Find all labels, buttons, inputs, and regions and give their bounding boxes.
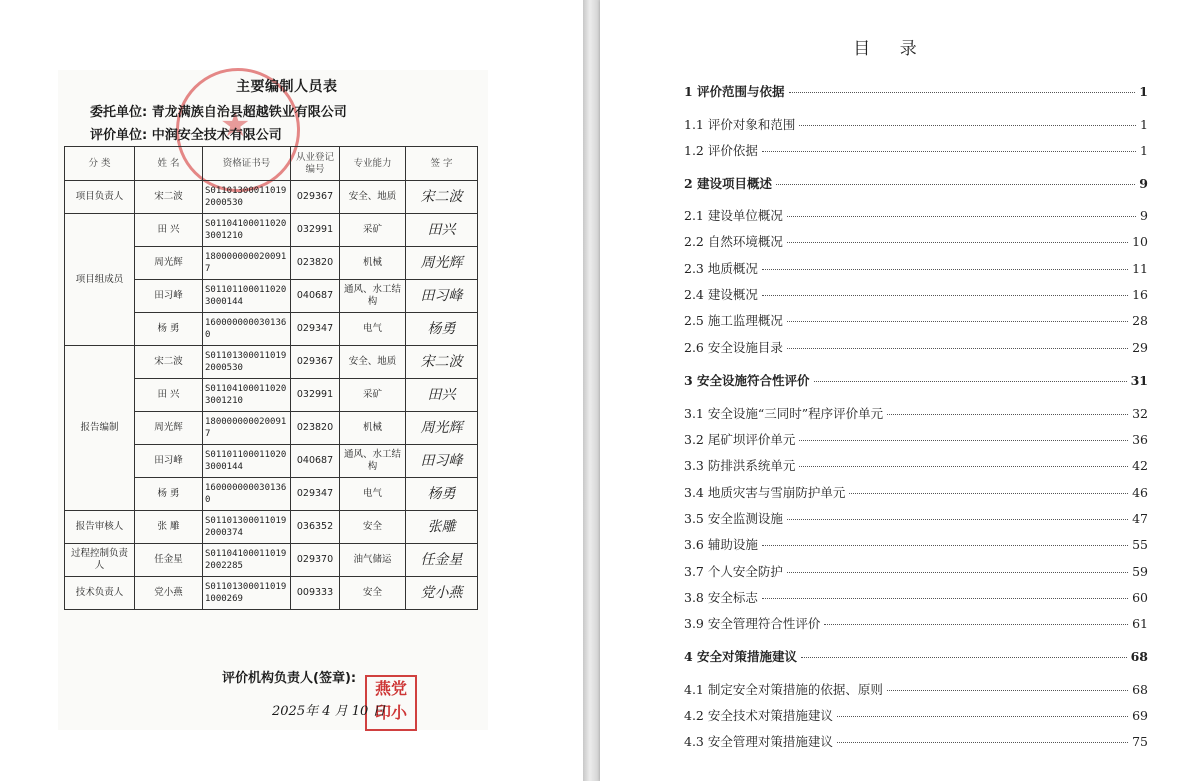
toc-section-entry[interactable] — [684, 483, 1148, 501]
cert-cell: S011013000110192000530 — [203, 181, 291, 214]
toc-entry-label: 1.2 评价依据 — [684, 143, 758, 158]
evaluator-value: 中润安全技术有限公司 — [151, 128, 282, 143]
table-row — [65, 544, 478, 577]
toc-entry-label: 1.1 评价对象和范围 — [684, 117, 796, 132]
toc-dot-leader — [787, 348, 1128, 349]
toc-dot-leader — [762, 598, 1128, 599]
category-cell: 项目组成员 — [65, 214, 135, 346]
col-header-category: 分 类 — [65, 147, 135, 181]
skill-cell: 安全 — [340, 511, 406, 544]
toc-entry-page: 55 — [1132, 537, 1148, 552]
toc-entry-page: 1 — [1140, 143, 1148, 158]
skill-cell: 油气储运 — [340, 544, 406, 577]
signature-cell: 周光辉 — [406, 247, 478, 280]
signature-cell: 田兴 — [406, 379, 478, 412]
toc-entry-page: 9 — [1139, 176, 1148, 191]
toc-dot-leader — [824, 624, 1128, 625]
toc-dot-leader — [787, 242, 1128, 243]
toc-entry-label: 3.4 地质灾害与雪崩防护单元 — [684, 485, 846, 500]
signature-cell: 宋二波 — [406, 181, 478, 214]
skill-cell: 机械 — [340, 247, 406, 280]
registration-cell: 023820 — [291, 247, 340, 280]
col-header-name: 姓 名 — [135, 147, 203, 181]
toc-dot-leader — [787, 572, 1128, 573]
toc-section-entry[interactable] — [684, 706, 1148, 724]
category-cell: 报告审核人 — [65, 511, 135, 544]
name-cell: 周光辉 — [135, 247, 203, 280]
toc-dot-leader — [799, 466, 1128, 467]
staff-table-title: 主要编制人员表 — [236, 79, 338, 95]
toc-title: 目 录 — [853, 39, 929, 59]
cert-cell: S011013000110192000530 — [203, 346, 291, 379]
signature-cell: 张雕 — [406, 511, 478, 544]
toc-chapter-entry[interactable] — [684, 82, 1148, 100]
name-cell: 田习峰 — [135, 445, 203, 478]
toc-chapter-entry[interactable] — [684, 647, 1148, 665]
toc-dot-leader — [787, 321, 1128, 322]
toc-entry-page: 29 — [1132, 340, 1148, 355]
category-cell: 报告编制 — [65, 346, 135, 511]
toc-entry-page: 32 — [1132, 406, 1148, 421]
signature-cell: 田习峰 — [406, 280, 478, 313]
signing-date: 2025年 4 月 10 日 — [272, 704, 386, 719]
cert-cell: 1800000000200917 — [203, 412, 291, 445]
registration-cell: 029347 — [291, 478, 340, 511]
toc-entry-label: 3.6 辅助设施 — [684, 537, 758, 552]
skill-cell: 采矿 — [340, 379, 406, 412]
toc-entry-page: 69 — [1132, 708, 1148, 723]
staff-list-page — [0, 0, 583, 781]
toc-entry-page: 61 — [1132, 616, 1148, 631]
registration-cell: 029367 — [291, 181, 340, 214]
cert-cell: S011011000110203000144 — [203, 445, 291, 478]
col-header-skill: 专业能力 — [340, 147, 406, 181]
toc-entry-label: 2.5 施工监理概况 — [684, 313, 783, 328]
toc-entry-page: 1 — [1139, 84, 1148, 99]
toc-entry-page: 59 — [1132, 564, 1148, 579]
registration-cell: 023820 — [291, 412, 340, 445]
name-cell: 宋二波 — [135, 346, 203, 379]
skill-cell: 安全、地质 — [340, 181, 406, 214]
toc-section-entry[interactable] — [684, 232, 1148, 250]
toc-entry-page: 11 — [1132, 261, 1148, 276]
toc-section-entry[interactable] — [684, 141, 1148, 159]
toc-section-entry[interactable] — [684, 562, 1148, 580]
toc-chapter-entry[interactable] — [684, 174, 1148, 192]
name-cell: 杨 勇 — [135, 313, 203, 346]
toc-section-entry[interactable] — [684, 535, 1148, 553]
toc-entry-label: 2.3 地质概况 — [684, 261, 758, 276]
evaluator-label: 评价单位: — [90, 128, 148, 143]
toc-dot-leader — [799, 125, 1136, 126]
registration-cell: 036352 — [291, 511, 340, 544]
toc-dot-leader — [837, 716, 1128, 717]
signature-cell: 田兴 — [406, 214, 478, 247]
signature-cell: 杨勇 — [406, 478, 478, 511]
seal-text-line: 燕党 — [374, 679, 407, 698]
toc-entry-page: 42 — [1132, 458, 1148, 473]
registration-cell: 040687 — [291, 445, 340, 478]
table-row — [65, 511, 478, 544]
seal-text-line: 印小 — [374, 703, 407, 722]
signature-cell: 任金星 — [406, 544, 478, 577]
toc-entry-label: 3.9 安全管理符合性评价 — [684, 616, 821, 631]
cert-cell: S011041000110203001210 — [203, 379, 291, 412]
cert-cell: S011041000110192002285 — [203, 544, 291, 577]
cert-cell: S011041000110203001210 — [203, 214, 291, 247]
cert-cell: S011013000110192000374 — [203, 511, 291, 544]
toc-dot-leader — [789, 92, 1136, 93]
toc-entry-page: 10 — [1132, 234, 1148, 249]
toc-entry-label: 2.2 自然环境概况 — [684, 234, 783, 249]
toc-entry-label: 3.5 安全监测设施 — [684, 511, 783, 526]
toc-entry-label: 4.1 制定安全对策措施的依据、原则 — [684, 682, 883, 697]
toc-entry-page: 60 — [1132, 590, 1148, 605]
toc-entry-label: 2.4 建设概况 — [684, 287, 758, 302]
toc-dot-leader — [814, 381, 1127, 382]
registration-cell: 029367 — [291, 346, 340, 379]
toc-section-entry[interactable] — [684, 311, 1148, 329]
skill-cell: 安全 — [340, 577, 406, 610]
signature-cell: 党小燕 — [406, 577, 478, 610]
client-line — [90, 101, 347, 120]
toc-entry-label: 3 安全设施符合性评价 — [684, 373, 810, 388]
toc-section-entry[interactable] — [684, 285, 1148, 303]
toc-section-entry[interactable] — [684, 680, 1148, 698]
toc-entry-label: 4.3 安全管理对策措施建议 — [684, 734, 833, 749]
skill-cell: 电气 — [340, 313, 406, 346]
toc-dot-leader — [776, 184, 1135, 185]
name-cell: 田 兴 — [135, 214, 203, 247]
page-gutter — [583, 0, 600, 781]
toc-dot-leader — [887, 414, 1128, 415]
cert-cell: 1800000000200917 — [203, 247, 291, 280]
cert-cell: S011013000110191000269 — [203, 577, 291, 610]
evaluator-line — [90, 124, 282, 143]
toc-entry-label: 1 评价范围与依据 — [684, 84, 785, 99]
toc-section-entry[interactable] — [684, 509, 1148, 527]
toc-section-entry[interactable] — [684, 588, 1148, 606]
table-row — [65, 181, 478, 214]
toc-section-entry[interactable] — [684, 259, 1148, 277]
toc-entry-page: 1 — [1140, 117, 1148, 132]
toc-entry-page: 16 — [1132, 287, 1148, 302]
skill-cell: 通风、水工结构 — [340, 445, 406, 478]
toc-dot-leader — [762, 269, 1128, 270]
toc-section-entry[interactable] — [684, 206, 1148, 224]
skill-cell: 采矿 — [340, 214, 406, 247]
toc-page — [600, 0, 1182, 781]
name-cell: 田 兴 — [135, 379, 203, 412]
toc-entry-page: 36 — [1132, 432, 1148, 447]
toc-entry-page: 9 — [1140, 208, 1148, 223]
skill-cell: 安全、地质 — [340, 346, 406, 379]
toc-dot-leader — [762, 151, 1136, 152]
col-header-signature: 签 字 — [406, 147, 478, 181]
toc-entry-label: 4 安全对策措施建议 — [684, 649, 798, 664]
toc-entry-page: 75 — [1132, 734, 1148, 749]
col-header-registration: 从业登记编号 — [291, 147, 340, 181]
staff-table — [64, 146, 478, 610]
staff-table-body — [65, 181, 478, 610]
toc-entry-label: 3.7 个人安全防护 — [684, 564, 783, 579]
category-cell: 技术负责人 — [65, 577, 135, 610]
registration-cell: 009333 — [291, 577, 340, 610]
toc-entry-label: 3.8 安全标志 — [684, 590, 758, 605]
client-label: 委托单位: — [90, 105, 148, 120]
toc-entry-label: 2.6 安全设施目录 — [684, 340, 783, 355]
name-cell: 任金星 — [135, 544, 203, 577]
name-cell: 宋二波 — [135, 181, 203, 214]
toc-entry-label: 2.1 建设单位概况 — [684, 208, 783, 223]
name-cell: 党小燕 — [135, 577, 203, 610]
toc-dot-leader — [887, 690, 1128, 691]
toc-section-entry[interactable] — [684, 115, 1148, 133]
toc-dot-leader — [787, 216, 1136, 217]
name-cell: 张 雕 — [135, 511, 203, 544]
category-cell: 过程控制负责人 — [65, 544, 135, 577]
table-row — [65, 214, 478, 247]
name-cell: 田习峰 — [135, 280, 203, 313]
category-cell: 项目负责人 — [65, 181, 135, 214]
toc-entry-page: 31 — [1130, 373, 1148, 388]
toc-entry-label: 3.2 尾矿坝评价单元 — [684, 432, 796, 447]
signature-cell: 杨勇 — [406, 313, 478, 346]
toc-section-entry[interactable] — [684, 430, 1148, 448]
cert-cell: 1600000000301360 — [203, 313, 291, 346]
signature-cell: 宋二波 — [406, 346, 478, 379]
toc-dot-leader — [762, 545, 1128, 546]
skill-cell: 机械 — [340, 412, 406, 445]
name-cell: 杨 勇 — [135, 478, 203, 511]
toc-entry-page: 68 — [1130, 649, 1148, 664]
skill-cell: 电气 — [340, 478, 406, 511]
signature-cell: 田习峰 — [406, 445, 478, 478]
cert-cell: S011011000110203000144 — [203, 280, 291, 313]
name-cell: 周光辉 — [135, 412, 203, 445]
registration-cell: 032991 — [291, 379, 340, 412]
toc-section-entry[interactable] — [684, 456, 1148, 474]
toc-entry-page: 46 — [1132, 485, 1148, 500]
signature-cell: 周光辉 — [406, 412, 478, 445]
skill-cell: 通风、水工结构 — [340, 280, 406, 313]
staff-table-header — [65, 147, 478, 181]
registration-cell: 029370 — [291, 544, 340, 577]
toc-section-entry[interactable] — [684, 614, 1148, 632]
toc-dot-leader — [849, 493, 1128, 494]
toc-chapter-entry[interactable] — [684, 371, 1148, 389]
client-value: 青龙满族自治县超越铁业有限公司 — [151, 105, 347, 120]
toc-entry-label: 4.2 安全技术对策措施建议 — [684, 708, 833, 723]
toc-entry-page: 47 — [1132, 511, 1148, 526]
toc-entry-label: 3.3 防排洪系统单元 — [684, 458, 796, 473]
toc-entry-page: 28 — [1132, 313, 1148, 328]
col-header-cert: 资格证书号 — [203, 147, 291, 181]
toc-section-entry[interactable] — [684, 404, 1148, 422]
toc-dot-leader — [837, 742, 1128, 743]
registration-cell: 029347 — [291, 313, 340, 346]
toc-dot-leader — [799, 440, 1128, 441]
toc-dot-leader — [787, 519, 1128, 520]
table-row — [65, 346, 478, 379]
toc-section-entry[interactable] — [684, 732, 1148, 750]
toc-dot-leader — [762, 295, 1128, 296]
registration-cell: 032991 — [291, 214, 340, 247]
toc-entry-label: 2 建设项目概述 — [684, 176, 773, 191]
toc-dot-leader — [801, 657, 1127, 658]
toc-entry-page: 68 — [1132, 682, 1148, 697]
head-sign-label: 评价机构负责人(签章): — [222, 671, 357, 686]
table-row — [65, 577, 478, 610]
registration-cell: 040687 — [291, 280, 340, 313]
toc-entry-label: 3.1 安全设施“三同时”程序评价单元 — [684, 406, 884, 421]
cert-cell: 1600000000301360 — [203, 478, 291, 511]
toc-section-entry[interactable] — [684, 338, 1148, 356]
